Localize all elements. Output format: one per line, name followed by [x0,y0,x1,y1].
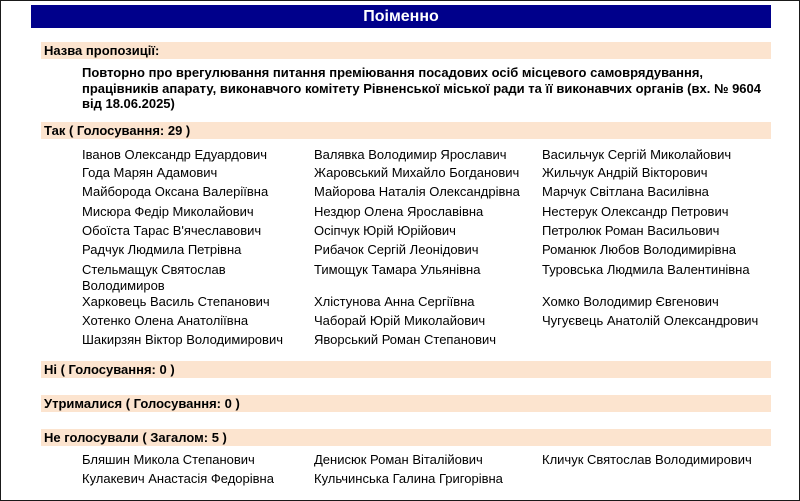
voter-name: Бляшин Микола Степанович [82,452,255,467]
voter-name: Петролюк Роман Васильович [542,223,720,238]
voter-name: Жаровський Михайло Богданович [314,165,520,180]
voter-name: Харковець Василь Степанович [82,294,270,309]
voter-name: Туровська Людмила Валентинівна [542,262,750,277]
voter-name: Марчук Світлана Василівна [542,184,709,199]
voter-name: Денисюк Роман Віталійович [314,452,483,467]
voter-name: Кличук Святослав Володимирович [542,452,752,467]
no-section-header: Ні ( Голосування: 0 ) [41,361,771,378]
voter-name: Радчук Людмила Петрівна [82,242,242,257]
voter-name: Кулакевич Анастасія Федорівна [82,471,274,486]
voter-name: Тимощук Тамара Ульянівна [314,262,481,277]
voter-name: Хлістунова Анна Сергіївна [314,294,475,309]
proposal-text: Повторно про врегулювання питання преміювання посадових осіб місцевого самоврядування, працівників апарату, виконавчого комітету Рівненської міської ради та її виконавчих органів (вх. № 9604 від 18.06.2025) [82,65,761,111]
voter-name: Года Марян Адамович [82,165,218,180]
voter-name: Рибачок Сергій Леонідович [314,242,479,257]
not-voted-section-header: Не голосували ( Загалом: 5 ) [41,429,771,446]
voter-name: Нестерук Олександр Петрович [542,204,729,219]
page-title: Поіменно [31,5,771,28]
voter-name: Майорова Наталія Олександрівна [314,184,520,199]
voter-name: Жильчук Андрій Вікторович [542,165,708,180]
voter-name: Шакирзян Віктор Володимирович [82,332,283,347]
voter-name: Валявка Володимир Ярославич [314,147,507,162]
voter-name: Осіпчук Юрій Юрійович [314,223,456,238]
voter-name: Хомко Володимир Євгенович [542,294,719,309]
abstain-section-header: Утрималися ( Голосування: 0 ) [41,395,771,412]
voter-name: Чаборай Юрій Миколайович [314,313,486,328]
voter-name: Хотенко Олена Анатоліївна [82,313,249,328]
voter-name: Чугуєвець Анатолій Олександрович [542,313,759,328]
voter-name: Стельмащук Святослав Володимиров [82,262,226,293]
voter-name: Мисюра Федір Миколайович [82,204,254,219]
voter-name: Нездюр Олена Ярославівна [314,204,484,219]
voter-name: Обоїста Тарас В'ячеславович [82,223,262,238]
voter-name: Васильчук Сергій Миколайович [542,147,732,162]
voter-name: Іванов Олександр Едуардович [82,147,268,162]
voter-name: Майборода Оксана Валеріївна [82,184,269,199]
yes-section-header: Так ( Голосування: 29 ) [41,122,771,139]
proposal-label: Назва пропозиції: [41,42,771,59]
voter-name: Романюк Любов Володимирівна [542,242,736,257]
voter-name: Кульчинська Галина Григорівна [314,471,503,486]
voter-name: Яворський Роман Степанович [314,332,497,347]
